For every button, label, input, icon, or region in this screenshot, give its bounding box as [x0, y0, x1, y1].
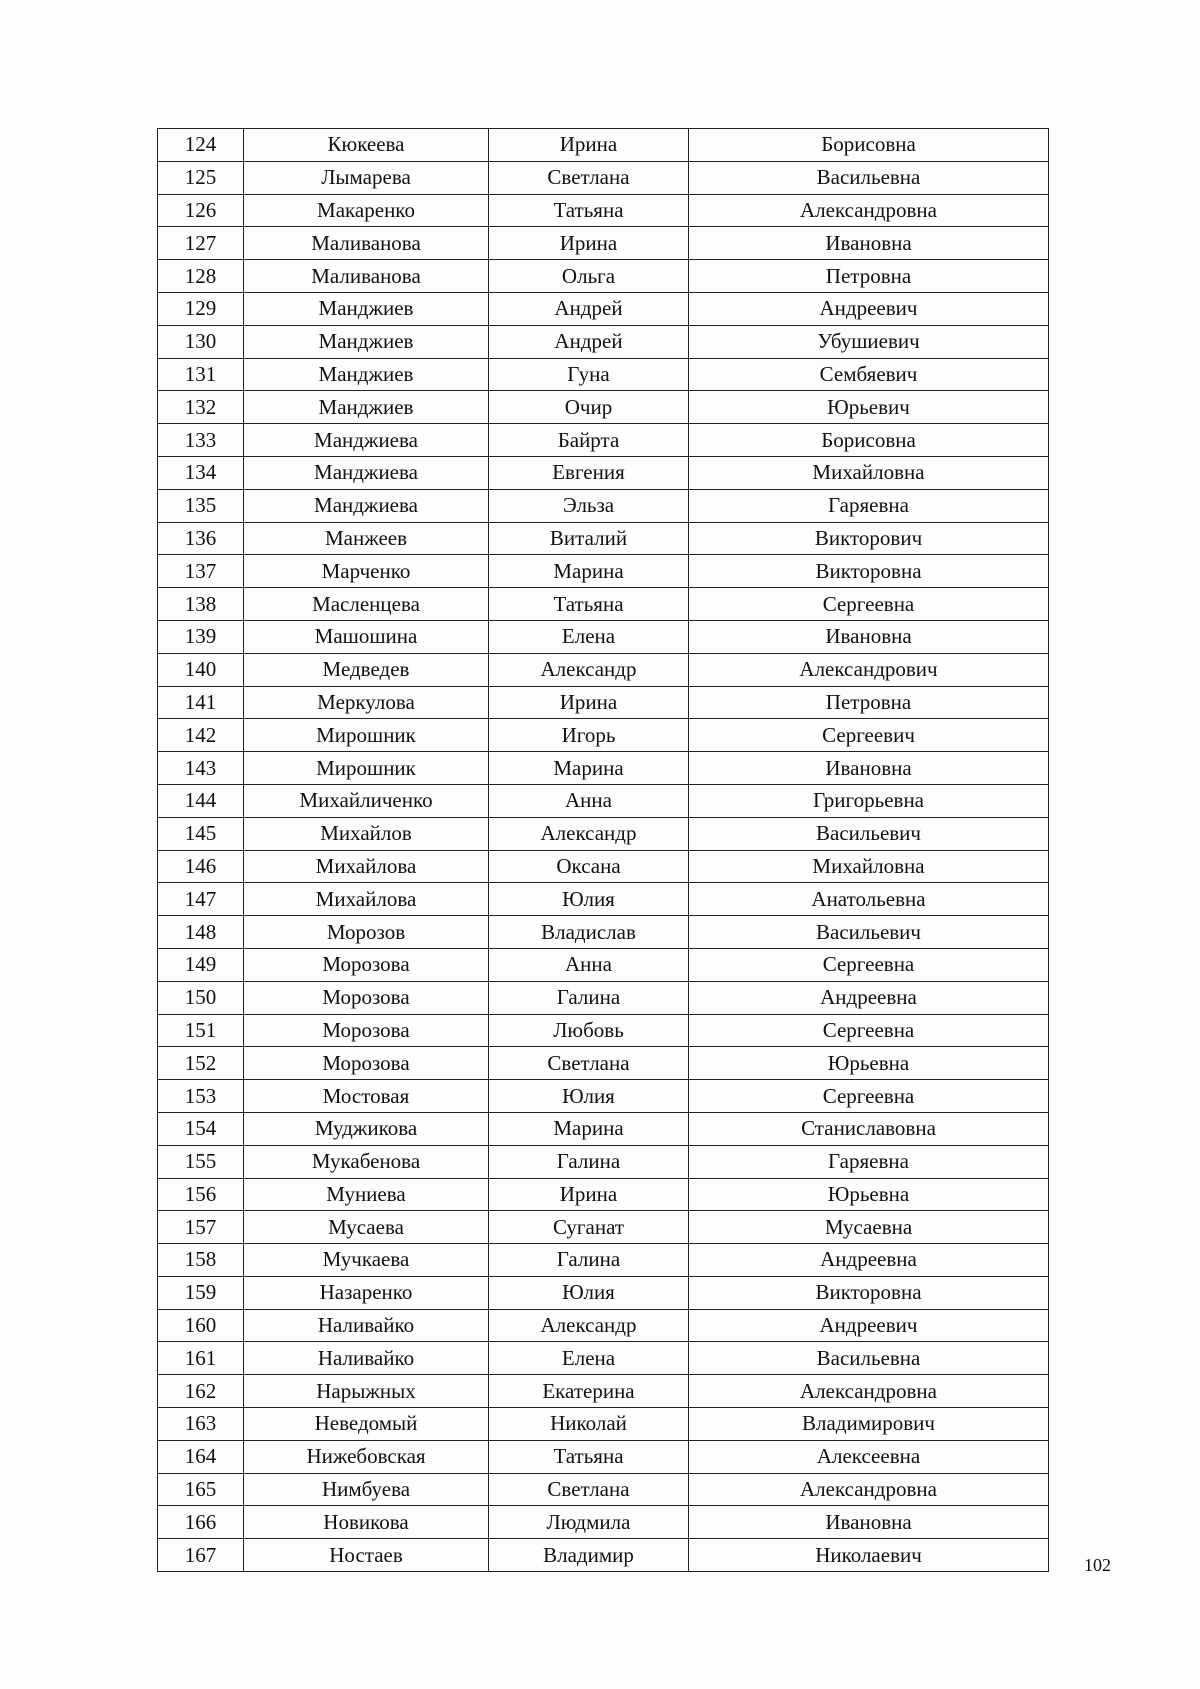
row-number-cell: 139 [158, 620, 244, 653]
surname-cell: Маливанова [244, 227, 489, 260]
names-table-body [158, 129, 1049, 1572]
first-name-cell: Очир [489, 391, 689, 424]
surname-cell: Нижебовская [244, 1440, 489, 1473]
first-name-cell: Татьяна [489, 1440, 689, 1473]
first-name-cell: Юлия [489, 1276, 689, 1309]
first-name-cell: Александр [489, 1309, 689, 1342]
row-number-cell: 143 [158, 752, 244, 785]
patronymic-cell: Ивановна [689, 620, 1049, 653]
first-name-cell: Андрей [489, 292, 689, 325]
table-row [158, 1244, 1049, 1277]
surname-cell: Михайлов [244, 817, 489, 850]
first-name-cell: Галина [489, 1244, 689, 1277]
table-row [158, 260, 1049, 293]
surname-cell: Назаренко [244, 1276, 489, 1309]
row-number-cell: 131 [158, 358, 244, 391]
row-number-cell: 127 [158, 227, 244, 260]
table-row [158, 1112, 1049, 1145]
surname-cell: Манджиев [244, 325, 489, 358]
surname-cell: Морозова [244, 1047, 489, 1080]
first-name-cell: Ольга [489, 260, 689, 293]
surname-cell: Машошина [244, 620, 489, 653]
table-row [158, 391, 1049, 424]
patronymic-cell: Александровна [689, 1375, 1049, 1408]
first-name-cell: Ирина [489, 686, 689, 719]
row-number-cell: 164 [158, 1440, 244, 1473]
surname-cell: Михайличенко [244, 784, 489, 817]
row-number-cell: 128 [158, 260, 244, 293]
table-row [158, 1178, 1049, 1211]
surname-cell: Манджиев [244, 358, 489, 391]
row-number-cell: 158 [158, 1244, 244, 1277]
table-row [158, 1211, 1049, 1244]
surname-cell: Макаренко [244, 194, 489, 227]
table-row [158, 1309, 1049, 1342]
row-number-cell: 129 [158, 292, 244, 325]
row-number-cell: 153 [158, 1080, 244, 1113]
table-row [158, 358, 1049, 391]
row-number-cell: 166 [158, 1506, 244, 1539]
row-number-cell: 165 [158, 1473, 244, 1506]
patronymic-cell: Васильевна [689, 161, 1049, 194]
table-row [158, 653, 1049, 686]
first-name-cell: Юлия [489, 883, 689, 916]
row-number-cell: 159 [158, 1276, 244, 1309]
first-name-cell: Николай [489, 1408, 689, 1441]
patronymic-cell: Алексеевна [689, 1440, 1049, 1473]
surname-cell: Морозова [244, 981, 489, 1014]
row-number-cell: 134 [158, 456, 244, 489]
table-row [158, 1473, 1049, 1506]
patronymic-cell: Юрьевна [689, 1047, 1049, 1080]
row-number-cell: 144 [158, 784, 244, 817]
patronymic-cell: Андреевна [689, 1244, 1049, 1277]
row-number-cell: 136 [158, 522, 244, 555]
table-row [158, 981, 1049, 1014]
surname-cell: Мучкаева [244, 1244, 489, 1277]
patronymic-cell: Убушиевич [689, 325, 1049, 358]
first-name-cell: Юлия [489, 1080, 689, 1113]
surname-cell: Манджиева [244, 489, 489, 522]
table-row [158, 161, 1049, 194]
table-row [158, 752, 1049, 785]
surname-cell: Манджиев [244, 391, 489, 424]
first-name-cell: Любовь [489, 1014, 689, 1047]
patronymic-cell: Ивановна [689, 752, 1049, 785]
row-number-cell: 125 [158, 161, 244, 194]
row-number-cell: 142 [158, 719, 244, 752]
patronymic-cell: Анатольевна [689, 883, 1049, 916]
surname-cell: Маливанова [244, 260, 489, 293]
patronymic-cell: Ивановна [689, 227, 1049, 260]
patronymic-cell: Андреевна [689, 981, 1049, 1014]
row-number-cell: 155 [158, 1145, 244, 1178]
first-name-cell: Ирина [489, 129, 689, 162]
table-row [158, 784, 1049, 817]
table-row [158, 456, 1049, 489]
surname-cell: Михайлова [244, 883, 489, 916]
row-number-cell: 138 [158, 588, 244, 621]
patronymic-cell: Андреевич [689, 292, 1049, 325]
surname-cell: Морозова [244, 948, 489, 981]
table-row [158, 620, 1049, 653]
row-number-cell: 160 [158, 1309, 244, 1342]
patronymic-cell: Юрьевич [689, 391, 1049, 424]
surname-cell: Наливайко [244, 1309, 489, 1342]
first-name-cell: Екатерина [489, 1375, 689, 1408]
table-row [158, 1080, 1049, 1113]
first-name-cell: Суганат [489, 1211, 689, 1244]
table-row [158, 522, 1049, 555]
first-name-cell: Анна [489, 784, 689, 817]
surname-cell: Михайлова [244, 850, 489, 883]
patronymic-cell: Борисовна [689, 129, 1049, 162]
first-name-cell: Виталий [489, 522, 689, 555]
first-name-cell: Марина [489, 555, 689, 588]
surname-cell: Новикова [244, 1506, 489, 1539]
first-name-cell: Галина [489, 1145, 689, 1178]
patronymic-cell: Андреевич [689, 1309, 1049, 1342]
table-row [158, 850, 1049, 883]
surname-cell: Муниева [244, 1178, 489, 1211]
surname-cell: Мирошник [244, 719, 489, 752]
patronymic-cell: Михайловна [689, 456, 1049, 489]
patronymic-cell: Сембяевич [689, 358, 1049, 391]
row-number-cell: 132 [158, 391, 244, 424]
patronymic-cell: Васильевна [689, 1342, 1049, 1375]
patronymic-cell: Мусаевна [689, 1211, 1049, 1244]
first-name-cell: Татьяна [489, 194, 689, 227]
surname-cell: Мирошник [244, 752, 489, 785]
patronymic-cell: Петровна [689, 686, 1049, 719]
row-number-cell: 130 [158, 325, 244, 358]
patronymic-cell: Викторовна [689, 1276, 1049, 1309]
first-name-cell: Светлана [489, 1047, 689, 1080]
table-row [158, 916, 1049, 949]
patronymic-cell: Николаевич [689, 1539, 1049, 1572]
row-number-cell: 140 [158, 653, 244, 686]
surname-cell: Меркулова [244, 686, 489, 719]
first-name-cell: Ирина [489, 227, 689, 260]
patronymic-cell: Васильевич [689, 817, 1049, 850]
row-number-cell: 133 [158, 424, 244, 457]
table-row [158, 489, 1049, 522]
surname-cell: Нимбуева [244, 1473, 489, 1506]
row-number-cell: 146 [158, 850, 244, 883]
patronymic-cell: Юрьевна [689, 1178, 1049, 1211]
patronymic-cell: Борисовна [689, 424, 1049, 457]
patronymic-cell: Сергеевна [689, 588, 1049, 621]
table-row [158, 1440, 1049, 1473]
table-row [158, 194, 1049, 227]
first-name-cell: Оксана [489, 850, 689, 883]
first-name-cell: Андрей [489, 325, 689, 358]
surname-cell: Морозова [244, 1014, 489, 1047]
page-number: 102 [1084, 1555, 1111, 1575]
first-name-cell: Елена [489, 620, 689, 653]
surname-cell: Лымарева [244, 161, 489, 194]
first-name-cell: Анна [489, 948, 689, 981]
row-number-cell: 126 [158, 194, 244, 227]
surname-cell: Мостовая [244, 1080, 489, 1113]
row-number-cell: 148 [158, 916, 244, 949]
patronymic-cell: Гаряевна [689, 1145, 1049, 1178]
table-row [158, 1539, 1049, 1572]
first-name-cell: Марина [489, 1112, 689, 1145]
surname-cell: Мусаева [244, 1211, 489, 1244]
patronymic-cell: Ивановна [689, 1506, 1049, 1539]
surname-cell: Муджикова [244, 1112, 489, 1145]
table-row [158, 1145, 1049, 1178]
first-name-cell: Байрта [489, 424, 689, 457]
patronymic-cell: Сергеевна [689, 1014, 1049, 1047]
patronymic-cell: Михайловна [689, 850, 1049, 883]
surname-cell: Ностаев [244, 1539, 489, 1572]
first-name-cell: Светлана [489, 161, 689, 194]
surname-cell: Манджиева [244, 456, 489, 489]
first-name-cell: Ирина [489, 1178, 689, 1211]
surname-cell: Наливайко [244, 1342, 489, 1375]
surname-cell: Мукабенова [244, 1145, 489, 1178]
surname-cell: Нарыжных [244, 1375, 489, 1408]
table-row [158, 325, 1049, 358]
first-name-cell: Татьяна [489, 588, 689, 621]
surname-cell: Манджиева [244, 424, 489, 457]
row-number-cell: 149 [158, 948, 244, 981]
first-name-cell: Светлана [489, 1473, 689, 1506]
row-number-cell: 147 [158, 883, 244, 916]
table-row [158, 948, 1049, 981]
row-number-cell: 156 [158, 1178, 244, 1211]
table-row [158, 424, 1049, 457]
row-number-cell: 154 [158, 1112, 244, 1145]
table-row [158, 227, 1049, 260]
first-name-cell: Александр [489, 817, 689, 850]
table-row [158, 1375, 1049, 1408]
patronymic-cell: Петровна [689, 260, 1049, 293]
patronymic-cell: Григорьевна [689, 784, 1049, 817]
first-name-cell: Эльза [489, 489, 689, 522]
first-name-cell: Евгения [489, 456, 689, 489]
row-number-cell: 150 [158, 981, 244, 1014]
table-row [158, 292, 1049, 325]
table-row [158, 1506, 1049, 1539]
table-row [158, 129, 1049, 162]
row-number-cell: 167 [158, 1539, 244, 1572]
surname-cell: Кюкеева [244, 129, 489, 162]
row-number-cell: 137 [158, 555, 244, 588]
first-name-cell: Владислав [489, 916, 689, 949]
first-name-cell: Владимир [489, 1539, 689, 1572]
names-table [157, 128, 1049, 1572]
patronymic-cell: Васильевич [689, 916, 1049, 949]
patronymic-cell: Сергеевна [689, 1080, 1049, 1113]
first-name-cell: Галина [489, 981, 689, 1014]
patronymic-cell: Сергеевна [689, 948, 1049, 981]
patronymic-cell: Викторовна [689, 555, 1049, 588]
patronymic-cell: Станиславовна [689, 1112, 1049, 1145]
row-number-cell: 141 [158, 686, 244, 719]
table-row [158, 1342, 1049, 1375]
surname-cell: Неведомый [244, 1408, 489, 1441]
patronymic-cell: Владимирович [689, 1408, 1049, 1441]
surname-cell: Морозов [244, 916, 489, 949]
table-row [158, 686, 1049, 719]
table-row [158, 883, 1049, 916]
row-number-cell: 124 [158, 129, 244, 162]
row-number-cell: 152 [158, 1047, 244, 1080]
surname-cell: Манжеев [244, 522, 489, 555]
row-number-cell: 162 [158, 1375, 244, 1408]
row-number-cell: 145 [158, 817, 244, 850]
first-name-cell: Гуна [489, 358, 689, 391]
patronymic-cell: Викторович [689, 522, 1049, 555]
table-row [158, 817, 1049, 850]
patronymic-cell: Александровна [689, 1473, 1049, 1506]
table-row [158, 719, 1049, 752]
surname-cell: Медведев [244, 653, 489, 686]
row-number-cell: 135 [158, 489, 244, 522]
surname-cell: Марченко [244, 555, 489, 588]
surname-cell: Масленцева [244, 588, 489, 621]
first-name-cell: Марина [489, 752, 689, 785]
surname-cell: Манджиев [244, 292, 489, 325]
row-number-cell: 157 [158, 1211, 244, 1244]
row-number-cell: 151 [158, 1014, 244, 1047]
table-row [158, 1276, 1049, 1309]
patronymic-cell: Александрович [689, 653, 1049, 686]
table-row [158, 555, 1049, 588]
first-name-cell: Людмила [489, 1506, 689, 1539]
table-row [158, 1047, 1049, 1080]
table-row [158, 1408, 1049, 1441]
patronymic-cell: Сергеевич [689, 719, 1049, 752]
patronymic-cell: Гаряевна [689, 489, 1049, 522]
first-name-cell: Елена [489, 1342, 689, 1375]
patronymic-cell: Александровна [689, 194, 1049, 227]
first-name-cell: Игорь [489, 719, 689, 752]
row-number-cell: 161 [158, 1342, 244, 1375]
table-row [158, 588, 1049, 621]
table-row [158, 1014, 1049, 1047]
row-number-cell: 163 [158, 1408, 244, 1441]
first-name-cell: Александр [489, 653, 689, 686]
